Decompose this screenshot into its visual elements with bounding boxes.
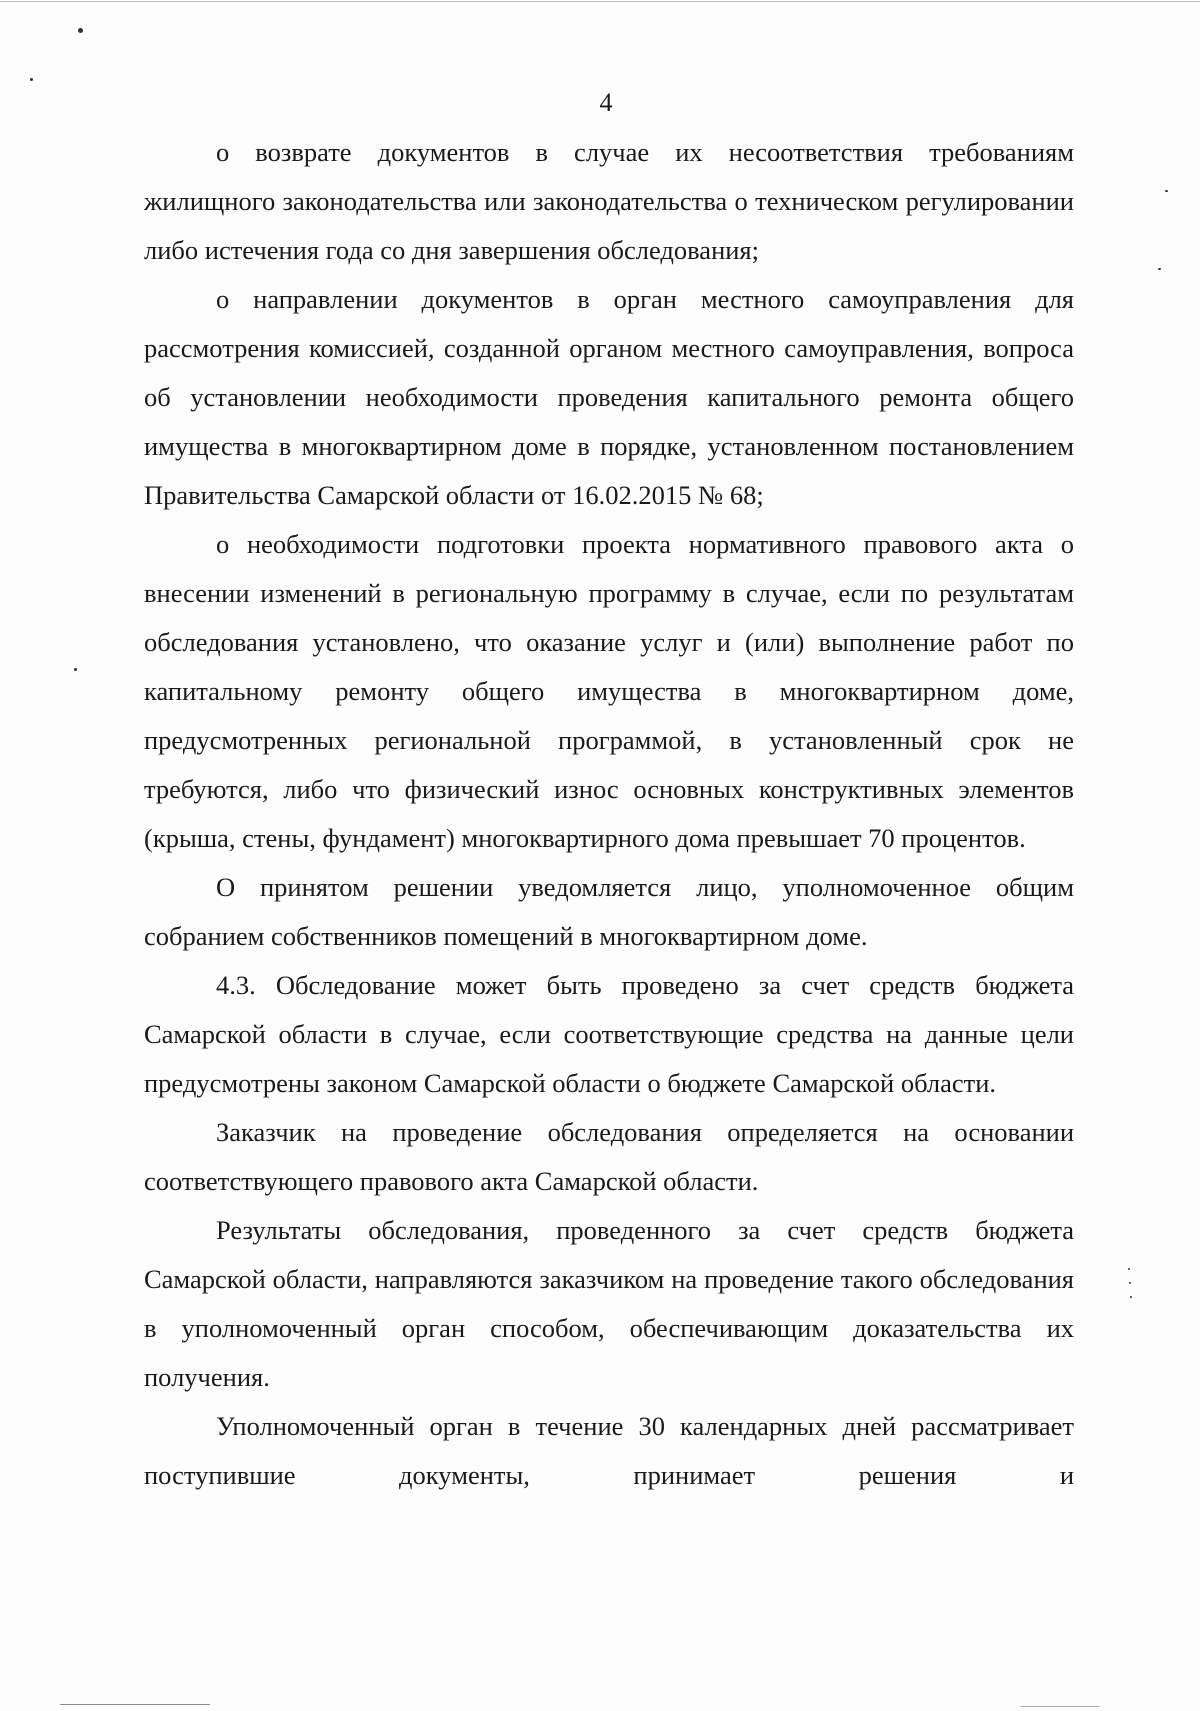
scan-edge-line (1020, 1706, 1100, 1707)
scan-speck (78, 28, 83, 33)
scan-speck (1128, 1268, 1130, 1270)
scan-speck (74, 668, 77, 671)
paragraph-amend-regional-program: о необходимости подготовки проекта нормативного правового акта о внесении изменений в региональную программу в случае, если по результатам обследования установлено, что оказание услуг и (или) выполнение работ по капитальному ремонту общего имущества в многоквартирном доме, предусмотренных региональной программой, в установленный срок не требуются, либо что физический износ основных конструктивных элементов (крыша, стены, фундамент) многоквартирного дома превышает 70 процентов. (144, 529, 1074, 853)
paragraph-return-documents: о возврате документов в случае их несоответствия требованиям жилищного законодательства или законодательства о техническом регулировании либо истечения года со дня завершения обследования; (144, 137, 1074, 265)
paragraph-send-to-local-government: о направлении документов в орган местного самоуправления для рассмотрения комиссией, созданной органом местного самоуправления, вопроса об установлении необходимости проведения капитального ремонта общего имущества в многоквартирном доме в порядке, установленном постановлением Правительства Самарской области от 16.02.2015 № 68; (144, 284, 1074, 510)
document-body (144, 128, 1074, 1500)
scan-speck (30, 78, 33, 81)
scan-edge-line (60, 1704, 210, 1705)
paragraph-authorized-body: Уполномоченный орган в течение 30 календарных дней рассматривает поступившие документы, принимает решения и (144, 1411, 1074, 1490)
paragraph-survey-results: Результаты обследования, проведенного за счет средств бюджета Самарской области, направляются заказчиком на проведение такого обследования в уполномоченный орган способом, обеспечивающим доказательства их получения. (144, 1215, 1074, 1392)
scan-speck (1130, 1296, 1132, 1298)
scan-edge-line (0, 1, 1200, 2)
scan-speck (1129, 1282, 1131, 1284)
paragraph-section-4-3: 4.3. Обследование может быть проведено за счет средств бюджета Самарской области в случае, если соответствующие средства на данные цели предусмотрены законом Самарской области о бюджете Самарской области. (144, 970, 1074, 1098)
scan-speck (1165, 190, 1168, 192)
page-number: 4 (599, 88, 613, 117)
paragraph-notification: О принятом решении уведомляется лицо, уполномоченное общим собранием собственников помещений в многоквартирном доме. (144, 872, 1074, 951)
paragraph-customer: Заказчик на проведение обследования определяется на основании соответствующего правового акта Самарской области. (144, 1117, 1074, 1196)
scan-speck (1158, 268, 1161, 270)
